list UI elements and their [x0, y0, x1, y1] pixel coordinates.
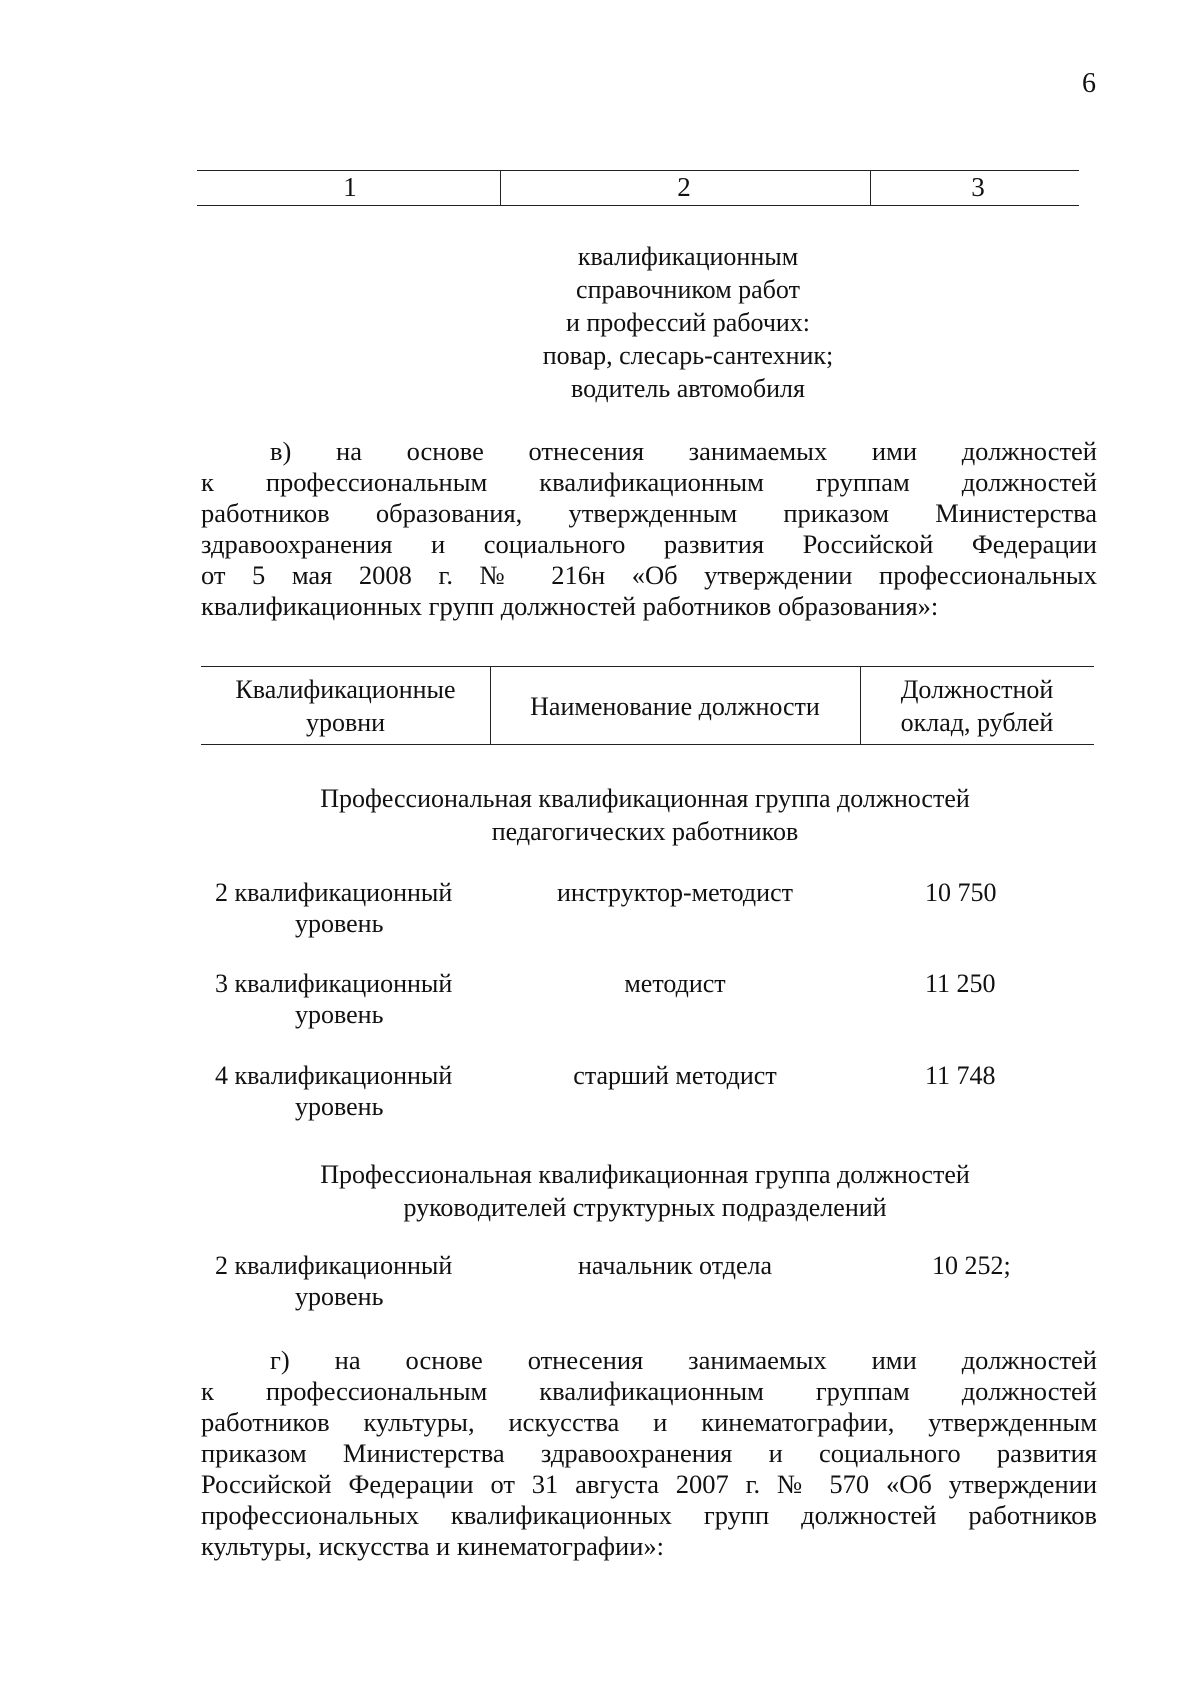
continued-cell-text: [430, 240, 946, 405]
paragraph-line: от 5 мая 2008 г. № 216н «Об утверждении профессиональных: [201, 560, 1097, 590]
paragraph-line: к профессиональным квалификационным группам должностей: [201, 1376, 1097, 1406]
group-title: [230, 782, 1060, 848]
paragraph-line: культуры, искусства и кинематографии»:: [201, 1531, 664, 1561]
page-number: 6: [1082, 68, 1096, 99]
text-line: квалификационным: [577, 242, 799, 271]
row-salary: 11 748: [925, 1061, 996, 1090]
paragraph-line: Российской Федерации от 31 августа 2007 г. № 570 «Об утверждении: [201, 1469, 1097, 1499]
column-header-level: [201, 673, 490, 739]
header-bottom-line: [197, 205, 1079, 206]
paragraph-line: здравоохранения и социального развития Российской Федерации: [201, 529, 1097, 559]
text-line: водитель автомобиля: [571, 374, 805, 403]
row-position: начальник отдела: [577, 1251, 772, 1280]
level-line: уровень: [295, 1000, 384, 1029]
level-line: 4 квалификационный: [215, 1061, 453, 1090]
paragraph-g: [201, 1345, 1097, 1562]
paragraph-line: приказом Министерства здравоохранения и социального развития: [201, 1438, 1097, 1468]
level-line: 3 квалификационный: [215, 969, 453, 998]
row-level: [215, 1060, 485, 1122]
level-line: 2 квалификационный: [215, 878, 453, 907]
row-salary: 10 750: [925, 878, 997, 907]
table-header-bottom-line: [201, 744, 1094, 745]
row-position: старший методист: [573, 1061, 777, 1090]
header-col-2: 2: [677, 172, 691, 202]
paragraph-v: [201, 436, 1097, 622]
header-line: оклад, рублей: [900, 708, 1054, 737]
level-line: уровень: [295, 1092, 384, 1121]
level-line: 2 квалификационный: [215, 1251, 453, 1280]
level-line: уровень: [295, 1282, 384, 1311]
header-top-line: [197, 170, 1079, 171]
row-salary: 11 250: [925, 969, 996, 998]
group-title-line: Профессиональная квалификационная группа должностей: [320, 784, 970, 813]
text-line: и профессий рабочих:: [565, 308, 811, 337]
header-line: Должностной: [900, 675, 1054, 704]
row-salary: 10 252;: [932, 1251, 1011, 1280]
paragraph-line: работников культуры, искусства и кинематографии, утвержденным: [201, 1407, 1097, 1437]
header-line: Квалификационные: [235, 675, 456, 704]
column-header-position: Наименование должности: [530, 692, 820, 721]
group-title-line: педагогических работников: [491, 817, 799, 846]
level-line: уровень: [295, 909, 384, 938]
header-col-1: 1: [343, 172, 357, 202]
row-position: инструктор-методист: [557, 878, 793, 907]
header-line: уровни: [305, 708, 386, 737]
group-title-line: руководителей структурных подразделений: [403, 1193, 887, 1222]
row-level: [215, 968, 485, 1030]
text-line: справочником работ: [576, 275, 800, 304]
header-divider: [500, 170, 501, 206]
header-col-3: 3: [971, 172, 985, 202]
group-title: [230, 1158, 1060, 1224]
paragraph-line: работников образования, утвержденным приказом Министерства: [201, 498, 1097, 528]
text-line: повар, слесарь-сантехник;: [542, 341, 834, 370]
group-title-line: Профессиональная квалификационная группа должностей: [320, 1160, 970, 1189]
paragraph-line: квалификационных групп должностей работников образования»:: [201, 591, 939, 621]
column-header-salary: [860, 673, 1094, 739]
paragraph-line: профессиональных квалификационных групп должностей работников: [201, 1500, 1097, 1530]
paragraph-line: к профессиональным квалификационным группам должностей: [201, 467, 1097, 497]
header-divider: [870, 170, 871, 206]
row-level: [215, 1250, 485, 1312]
table-top-line: [201, 666, 1094, 667]
paragraph-line: г) на основе отнесения занимаемых ими должностей: [270, 1345, 1097, 1375]
paragraph-line: в) на основе отнесения занимаемых ими должностей: [270, 436, 1097, 466]
row-level: [215, 877, 485, 939]
row-position: методист: [624, 969, 726, 998]
